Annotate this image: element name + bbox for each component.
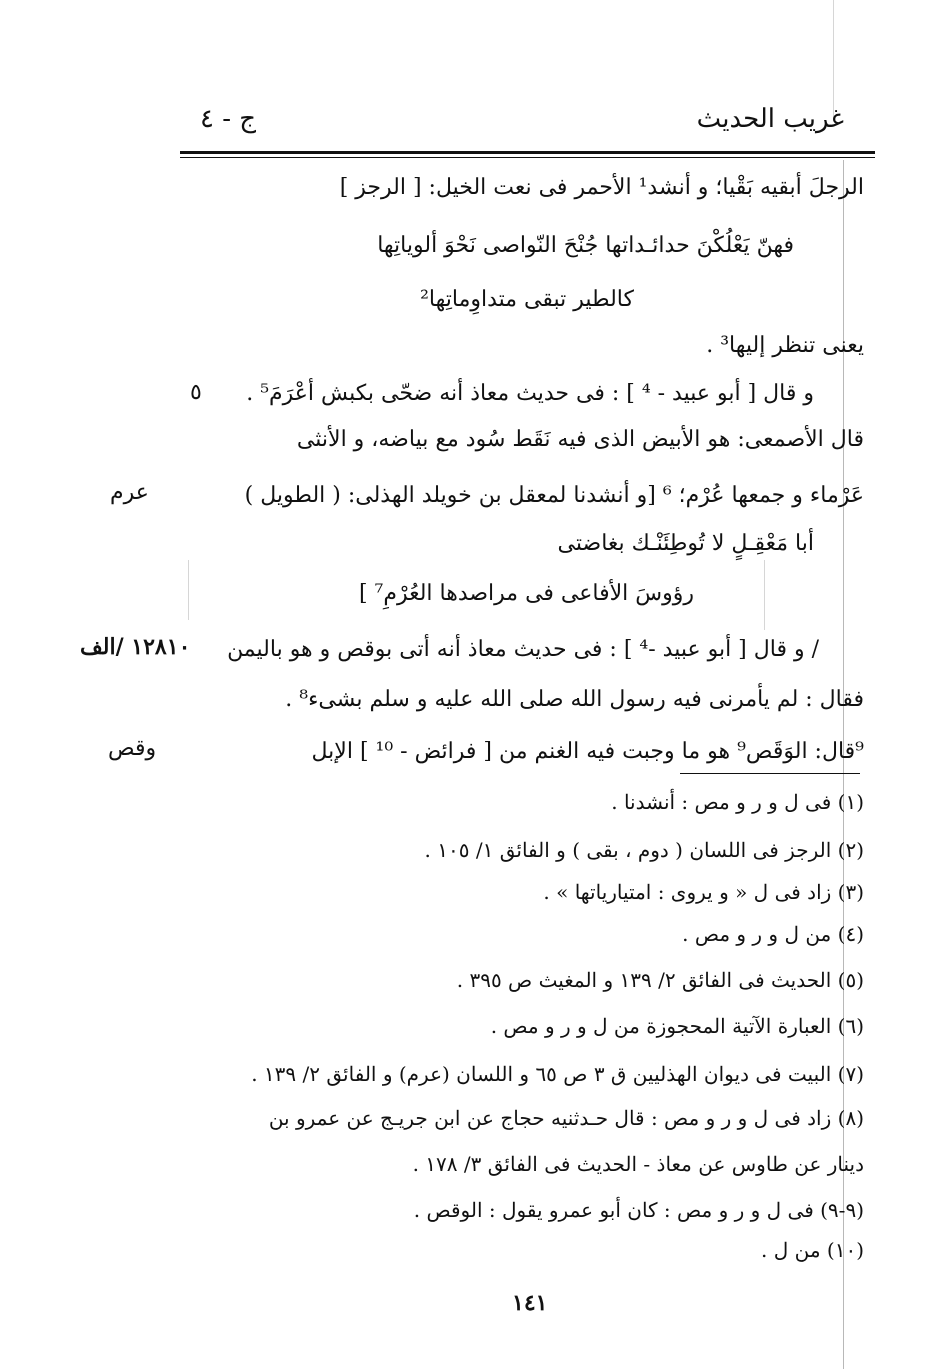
scan-mark [188, 560, 189, 620]
footnote: دينار عن طاوس عن معاذ - الحديث فى الفائق ٣/ ١٧٨ . [412, 1152, 864, 1176]
margin-number: ٥ [190, 380, 202, 405]
body-line: يعنى تنظر إليها³ . [706, 333, 864, 358]
footnote: (٥) الحديث فى الفائق ٢/ ١٣٩ و المغيث ص ٣٩٥ . [456, 968, 864, 992]
verse-line: رؤوسَ الأفاعى فى مراصدها العُرْمِ⁷ ] [358, 581, 694, 606]
body-line: فقال : لم يأمرنى فيه رسول الله صلى الله عليه و سلم بشىء⁸ . [285, 687, 864, 712]
page-number: ١٤١ [512, 1290, 548, 1316]
side-note: وقص [108, 736, 157, 761]
verse-line: فهنّ يَعْلُكْنَ حدائـداتها جُنْحَ النّواصى نَحْوَ ألوياتِها [377, 233, 794, 258]
body-line: / و قال [ أبو عبيد -⁴ ] : فى حديث معاذ أنه أتى بوقص و هو باليمن [227, 637, 819, 662]
footnote: (٨) زاد فى ل و ر و مص : قال حـدثنيه حجاج عن ابن جريـج عن عمرو بن [268, 1106, 864, 1130]
footnote: (٣) زاد فى ل « و يروى : امتيارياتها » . [543, 880, 864, 904]
footnote: (١) فى ل و ر و مص : أنشدنا . [611, 790, 864, 814]
side-note: عرم [110, 480, 149, 505]
body-line: قال الأصمعى: هو الأبيض الذى فيه نَقَط سُود مع بياضه، و الأنثى [296, 427, 864, 452]
body-line: ⁹قال: الوَقَص⁹ هو ما وجبت فيه الغنم من [ فرائض - ¹⁰ ] الإبل [311, 739, 864, 764]
verse-line: أبا مَعْقِـلٍ لا تُوطِئَنْـك بغاضتى [557, 531, 814, 556]
body-line: و قال [ أبو عبيد - ⁴ ] : فى حديث معاذ أنه ضحّى بكبش أعْرَمَ⁵ . [246, 381, 814, 406]
footnote: (١٠) من ل . [761, 1238, 864, 1262]
verse-line: كالطير تبقى متداوِماتِها² [420, 287, 634, 312]
footnote: (٧) البيت فى ديوان الهذليين ق ٣ ص ٦٥ و اللسان (عرم) و الفائق ٢/ ١٣٩ . [251, 1062, 864, 1086]
volume-label: ج - ٤ [200, 104, 257, 134]
margin-number: ١٢٨١٠ /الف [80, 634, 191, 660]
body-line: الرجلَ أبقيه بَقْيا؛ و أنشد¹ الأحمر فى نعت الخيل: [ الرجز ] [339, 175, 864, 200]
footnote: (٩-٩) فى ل و ر و مص : كان أبو عمرو يقول : الوقص . [413, 1198, 864, 1222]
running-title: غريب الحديث [696, 104, 844, 134]
footnote: (٢) الرجز فى اللسان ( دوم ، بقى ) و الفائق ١/ ١٠٥ . [424, 838, 864, 862]
scan-mark [833, 0, 834, 120]
header-rule-thin [180, 157, 875, 158]
header-rule [180, 151, 875, 154]
footnote-rule [680, 773, 860, 774]
scan-mark [764, 560, 765, 630]
footnote: (٤) من ل و ر و مص . [682, 922, 864, 946]
footnote: (٦) العبارة الآتية المحجوزة من ل و ر و مص . [490, 1014, 864, 1038]
body-line: عَرْماء و جمعها عُرْم؛ ⁶ [و أنشدنا لمعقل بن خويلد الهذلى: ( الطويل ) [244, 483, 864, 508]
